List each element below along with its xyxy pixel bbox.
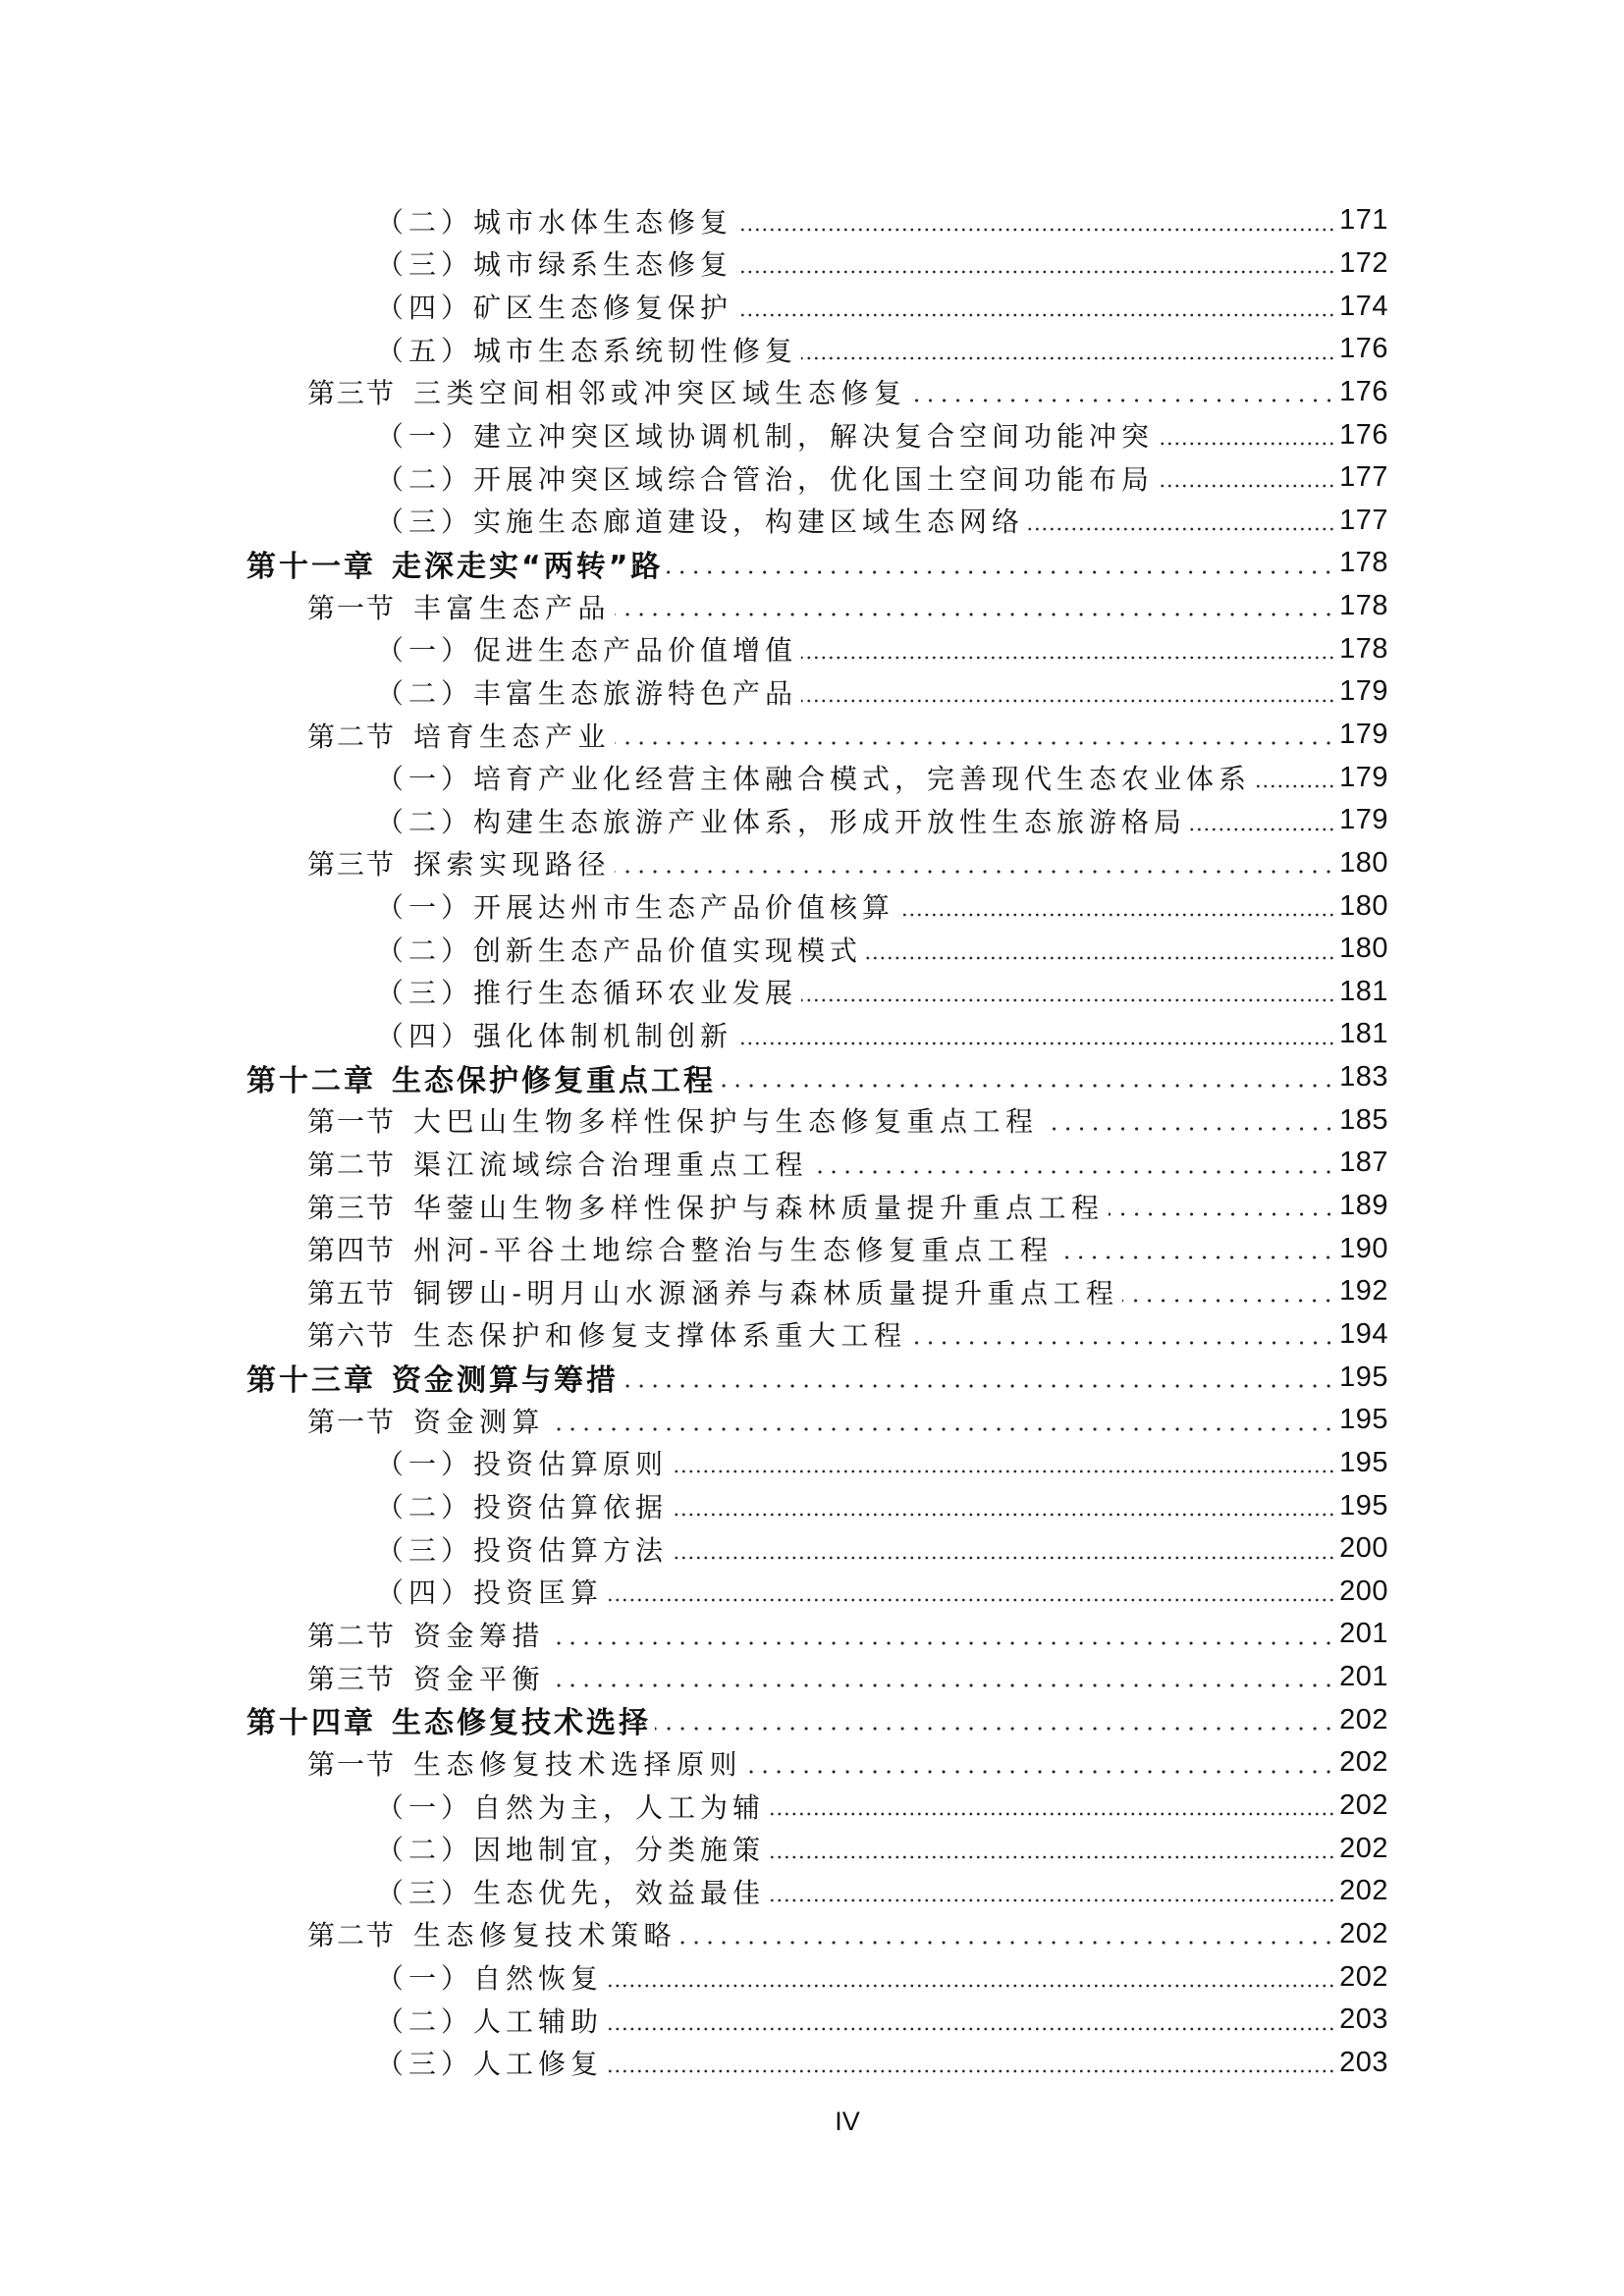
page-number: 178: [1339, 590, 1388, 622]
dot-leader: [801, 356, 1335, 360]
dot-leader: [736, 313, 1335, 317]
page-number: 181: [1339, 975, 1388, 1007]
page-number: 195: [1339, 1489, 1388, 1522]
page-number: 203: [1339, 2003, 1388, 2036]
toc-section-entry: [0, 585, 1388, 628]
section-number: 第三节: [307, 848, 397, 881]
subsection-number: （四）: [376, 1576, 474, 1610]
section-title: 资金平衡: [413, 1662, 546, 1695]
toc-chapter-entry: [0, 1356, 1388, 1399]
dot-leader: [672, 1556, 1335, 1560]
subsection-number: （一）: [376, 763, 474, 796]
page-number: 180: [1339, 846, 1388, 879]
toc-subsection-entry: [0, 456, 1388, 500]
toc-section-entry: [0, 1185, 1388, 1228]
subsection-number: （一）: [376, 1448, 474, 1481]
toc-section-entry: [0, 1656, 1388, 1699]
dot-leader: [866, 956, 1335, 960]
section-title: 生态保护和修复支撑体系重大工程: [413, 1319, 907, 1353]
subsection-title: 生态优先，效益最佳: [473, 1876, 766, 1909]
toc-subsection-entry: [0, 1955, 1388, 1999]
page-number: 176: [1339, 418, 1388, 451]
dot-leader: [549, 1683, 1335, 1687]
page-number: 181: [1339, 1018, 1388, 1050]
dot-leader: [615, 613, 1335, 616]
dot-leader: [1109, 1212, 1336, 1216]
dot-leader: [549, 1641, 1335, 1645]
toc-subsection-entry: [0, 1484, 1388, 1527]
section-title: 渠江流域综合治理重点工程: [413, 1148, 809, 1181]
page-number: 202: [1339, 1917, 1388, 1949]
dot-leader: [1158, 442, 1335, 446]
toc-section-entry: [0, 1227, 1388, 1270]
page-number: 195: [1339, 1446, 1388, 1478]
page-number: 176: [1339, 375, 1388, 407]
subsection-number: （二）: [376, 805, 474, 838]
dot-leader: [607, 2027, 1335, 2031]
section-number: 第三节: [307, 1662, 397, 1695]
subsection-number: （一）: [376, 1962, 474, 1996]
section-number: 第六节: [307, 1319, 397, 1353]
page-number: 177: [1339, 504, 1388, 536]
section-number: 第三节: [307, 1191, 397, 1224]
toc-section-entry: [0, 1613, 1388, 1656]
dot-leader: [667, 570, 1335, 574]
subsection-title: 建立冲突区域协调机制，解决复合空间功能冲突: [473, 420, 1155, 454]
subsection-number: （一）: [376, 1790, 474, 1824]
page-number: 201: [1339, 1661, 1388, 1693]
dot-leader: [801, 699, 1335, 703]
page-number: 176: [1339, 333, 1388, 365]
subsection-number: （二）: [376, 205, 474, 239]
page-number: 192: [1339, 1275, 1388, 1308]
section-title: 铜锣山-明月山水源涵养与森林质量提升重点工程: [413, 1276, 1119, 1309]
subsection-number: （五）: [376, 334, 474, 367]
dot-leader: [672, 1469, 1335, 1473]
page-number: 185: [1339, 1103, 1388, 1136]
subsection-number: （一）: [376, 420, 474, 454]
page-number: 179: [1339, 761, 1388, 793]
subsection-title: 培育产业化经营主体融合模式，完善现代生态农业体系: [473, 763, 1252, 796]
section-title: 探索实现路径: [413, 848, 612, 881]
page-number: 202: [1339, 1703, 1388, 1735]
chapter-number: 第十四章: [246, 1706, 376, 1741]
toc-subsection-entry: [0, 1999, 1388, 2042]
subsection-title: 促进生态产品价值增值: [473, 634, 798, 667]
section-number: 第二节: [307, 720, 397, 753]
subsection-number: （二）: [376, 2004, 474, 2038]
section-number: 第二节: [307, 1619, 397, 1652]
toc-subsection-entry: [0, 799, 1388, 842]
page-number: 201: [1339, 1618, 1388, 1650]
subsection-number: （二）: [376, 462, 474, 496]
page-number: 195: [1339, 1404, 1388, 1436]
dot-leader: [801, 656, 1335, 660]
page-number: 178: [1339, 632, 1388, 665]
dot-leader: [607, 1598, 1335, 1602]
toc-subsection-entry: [0, 285, 1388, 328]
page-number: 200: [1339, 1575, 1388, 1607]
subsection-title: 开展达州市生态产品价值核算: [473, 891, 895, 925]
toc-subsection-entry: [0, 884, 1388, 928]
subsection-title: 矿区生态修复保护: [473, 292, 733, 325]
page-number: 171: [1339, 204, 1388, 237]
toc-section-entry: [0, 1270, 1388, 1313]
subsection-title: 丰富生态旅游特色产品: [473, 676, 798, 710]
dot-leader: [623, 1384, 1335, 1388]
subsection-number: （一）: [376, 891, 474, 925]
subsection-number: （三）: [376, 506, 474, 539]
toc-subsection-entry: [0, 328, 1388, 371]
subsection-title: 实施生态廊道建设，构建区域生态网络: [473, 506, 1025, 539]
toc-section-entry: [0, 1098, 1388, 1142]
section-title: 培育生态产业: [413, 720, 612, 753]
toc-subsection-entry: [0, 1785, 1388, 1828]
dot-leader: [1190, 828, 1335, 831]
toc-subsection-entry: [0, 756, 1388, 799]
subsection-title: 开展冲突区域综合管治，优化国土空间功能布局: [473, 462, 1155, 496]
section-title: 生态修复技术策略: [413, 1919, 677, 1952]
subsection-title: 投资估算原则: [473, 1448, 669, 1481]
dot-leader: [1056, 1255, 1335, 1259]
dot-leader: [607, 1984, 1335, 1988]
toc-chapter-entry: [0, 542, 1388, 585]
section-number: 第三节: [307, 377, 397, 410]
subsection-title: 投资估算方法: [473, 1533, 669, 1567]
toc-section-entry: [0, 1142, 1388, 1185]
chapter-number: 第十三章: [246, 1363, 376, 1399]
toc-subsection-entry: [0, 1013, 1388, 1056]
toc-chapter-entry: [0, 1698, 1388, 1741]
dot-leader: [672, 1513, 1335, 1517]
dot-leader: [549, 1427, 1335, 1431]
subsection-title: 城市水体生态修复: [473, 205, 733, 239]
subsection-number: （三）: [376, 977, 474, 1010]
subsection-number: （三）: [376, 1533, 474, 1567]
subsection-title: 城市绿系生态修复: [473, 248, 733, 282]
dot-leader: [769, 1812, 1335, 1816]
section-number: 第一节: [307, 1747, 397, 1781]
section-title: 资金筹措: [413, 1619, 546, 1652]
dot-leader: [898, 913, 1335, 917]
subsection-title: 人工修复: [473, 2048, 604, 2081]
toc-section-entry: [0, 714, 1388, 757]
page-number: 202: [1339, 1960, 1388, 1993]
dot-leader: [655, 1727, 1335, 1731]
toc-subsection-entry: [0, 1527, 1388, 1571]
page-number: 202: [1339, 1832, 1388, 1864]
page-number: 189: [1339, 1190, 1388, 1222]
section-title: 三类空间相邻或冲突区域生态修复: [413, 377, 907, 410]
toc-section-entry: [0, 1399, 1388, 1442]
subsection-title: 因地制宜，分类施策: [473, 1834, 766, 1867]
section-title: 华蓥山生物多样性保护与森林质量提升重点工程: [413, 1191, 1105, 1224]
toc-subsection-entry: [0, 242, 1388, 286]
section-title: 生态修复技术选择原则: [413, 1747, 743, 1781]
section-number: 第四节: [307, 1234, 397, 1267]
dot-leader: [615, 741, 1335, 745]
dot-leader: [736, 270, 1335, 274]
page-number: 190: [1339, 1232, 1388, 1264]
dot-leader: [746, 1770, 1335, 1774]
section-number: 第二节: [307, 1148, 397, 1181]
toc-subsection-entry: [0, 627, 1388, 670]
subsection-title: 构建生态旅游产业体系，形成开放性生态旅游格局: [473, 805, 1187, 838]
subsection-number: （四）: [376, 1019, 474, 1052]
chapter-title: 生态保护修复重点工程: [392, 1063, 716, 1098]
page-number: 179: [1339, 804, 1388, 836]
page-number: 180: [1339, 889, 1388, 922]
toc-subsection-entry: [0, 1827, 1388, 1870]
subsection-title: 自然恢复: [473, 1962, 604, 1996]
section-title: 丰富生态产品: [413, 591, 612, 624]
dot-leader: [1043, 1127, 1336, 1131]
chapter-number: 第十一章: [246, 549, 376, 584]
dot-leader: [769, 1898, 1335, 1902]
subsection-number: （三）: [376, 1876, 474, 1909]
page-number: 202: [1339, 1789, 1388, 1822]
toc-subsection-entry: [0, 413, 1388, 456]
dot-leader: [911, 399, 1336, 402]
toc-subsection-entry: [0, 499, 1388, 542]
section-number: 第一节: [307, 591, 397, 624]
dot-leader: [680, 1941, 1335, 1945]
dot-leader: [1122, 1299, 1335, 1303]
toc-subsection-entry: [0, 199, 1388, 242]
toc-subsection-entry: [0, 971, 1388, 1014]
page-number: 177: [1339, 461, 1388, 494]
dot-leader: [769, 1855, 1335, 1859]
chapter-title: 走深走实“两转”路: [392, 549, 664, 584]
chapter-title: 资金测算与筹措: [392, 1363, 619, 1399]
subsection-title: 投资估算依据: [473, 1491, 669, 1524]
page-number: 183: [1339, 1061, 1388, 1094]
dot-leader: [1255, 784, 1335, 788]
toc-subsection-entry: [0, 928, 1388, 971]
toc-chapter-entry: [0, 1056, 1388, 1099]
dot-leader: [615, 870, 1335, 874]
page-number: 195: [1339, 1361, 1388, 1393]
subsection-title: 推行生态循环农业发展: [473, 977, 798, 1010]
toc-subsection-entry: [0, 670, 1388, 714]
dot-leader: [720, 1084, 1335, 1088]
chapter-title: 生态修复技术选择: [392, 1706, 651, 1741]
dot-leader: [801, 998, 1335, 1002]
page-number: 202: [1339, 1746, 1388, 1779]
page-number: 179: [1339, 675, 1388, 708]
toc-subsection-entry: [0, 1571, 1388, 1614]
dot-leader: [911, 1341, 1336, 1345]
chapter-number: 第十二章: [246, 1063, 376, 1098]
section-number: 第五节: [307, 1276, 397, 1309]
page-number: 180: [1339, 933, 1388, 965]
page-number: 179: [1339, 719, 1388, 750]
page-footer-number: IV: [835, 2107, 860, 2136]
page-number: 174: [1339, 290, 1388, 322]
section-number: 第一节: [307, 1105, 397, 1139]
toc-section-entry: [0, 1313, 1388, 1357]
subsection-number: （四）: [376, 292, 474, 325]
page-number: 187: [1339, 1147, 1388, 1179]
toc-section-entry: [0, 1913, 1388, 1956]
dot-leader: [1028, 527, 1335, 531]
subsection-number: （二）: [376, 676, 474, 710]
toc-subsection-entry: [0, 1442, 1388, 1485]
page-number: 178: [1339, 547, 1388, 579]
subsection-title: 强化体制机制创新: [473, 1019, 733, 1052]
section-title: 资金测算: [413, 1405, 546, 1438]
subsection-title: 投资匡算: [473, 1576, 604, 1610]
dot-leader: [736, 1041, 1335, 1045]
section-number: 第二节: [307, 1919, 397, 1952]
subsection-title: 自然为主，人工为辅: [473, 1790, 766, 1824]
page-number: 194: [1339, 1317, 1388, 1350]
toc-section-entry: [0, 842, 1388, 885]
page-number: 202: [1339, 1875, 1388, 1907]
subsection-title: 创新生态产品价值实现模式: [473, 934, 863, 967]
subsection-number: （二）: [376, 1834, 474, 1867]
toc-subsection-entry: [0, 2042, 1388, 2085]
subsection-title: 人工辅助: [473, 2004, 604, 2038]
subsection-number: （一）: [376, 634, 474, 667]
subsection-number: （三）: [376, 248, 474, 282]
toc-section-entry: [0, 1741, 1388, 1785]
dot-leader: [736, 228, 1335, 232]
table-of-contents: [0, 199, 1388, 2084]
section-title: 大巴山生物多样性保护与生态修复重点工程: [413, 1105, 1039, 1139]
section-number: 第一节: [307, 1405, 397, 1438]
section-title: 州河-平谷土地综合整治与生态修复重点工程: [413, 1234, 1054, 1267]
subsection-number: （二）: [376, 934, 474, 967]
dot-leader: [607, 2069, 1335, 2073]
dot-leader: [1158, 484, 1335, 488]
subsection-number: （二）: [376, 1491, 474, 1524]
page-number: 203: [1339, 2046, 1388, 2078]
subsection-title: 城市生态系统韧性修复: [473, 334, 798, 367]
subsection-number: （三）: [376, 2048, 474, 2081]
toc-subsection-entry: [0, 1870, 1388, 1913]
toc-section-entry: [0, 371, 1388, 414]
page-number: 172: [1339, 246, 1388, 279]
page-number: 200: [1339, 1532, 1388, 1565]
dot-leader: [812, 1170, 1335, 1174]
